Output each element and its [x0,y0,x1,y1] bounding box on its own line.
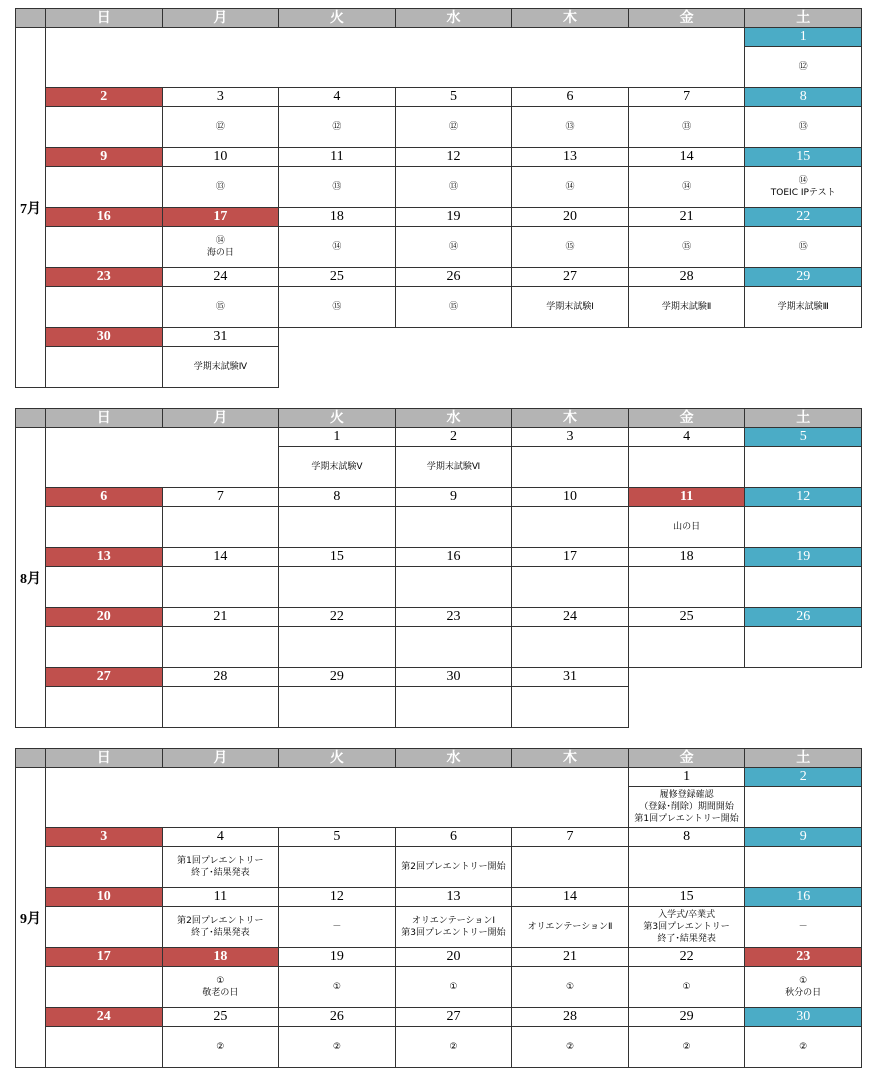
day-sat: 29 [745,268,862,287]
event-cell [46,107,163,148]
weekday-tue: 火 [279,9,396,28]
event-cell [395,507,512,548]
event-cell [745,447,862,488]
day-cell: 7 [628,88,745,107]
event-cell: ⑬ [395,167,512,208]
weekday-sat: 土 [745,9,862,28]
event-cell: ② [512,1027,629,1068]
day-cell: 25 [279,268,396,287]
event-cell: 入学式/卒業式 第3回プレエントリー 終了･結果発表 [628,907,745,948]
event-cell [279,507,396,548]
day-sat: 2 [745,768,862,787]
day-cell: 29 [628,1008,745,1027]
event-cell [279,847,396,888]
weekday-tue: 火 [279,749,396,768]
event-cell [162,567,279,608]
day-cell: 1 [279,428,396,447]
event-cell: オリエンテーションⅡ [512,907,629,948]
empty-cell [46,428,279,488]
day-cell: 30 [395,668,512,687]
empty-cell [46,768,629,828]
day-cell: 15 [279,548,396,567]
weekday-wed: 水 [395,749,512,768]
event-cell [628,627,745,668]
event-cell: ⑫ [745,47,862,88]
day-cell: 4 [279,88,396,107]
event-cell: ⑭ 海の日 [162,227,279,268]
event-cell [46,967,163,1008]
weekday-wed: 水 [395,9,512,28]
day-cell: 22 [628,948,745,967]
event-cell: ⑬ [745,107,862,148]
event-cell [46,847,163,888]
day-cell: 10 [512,488,629,507]
event-cell [512,567,629,608]
day-cell: 7 [512,828,629,847]
empty-cell [46,28,745,88]
weekday-mon: 月 [162,9,279,28]
day-sat: 26 [745,608,862,627]
day-cell: 20 [512,208,629,227]
event-cell [46,347,163,388]
day-cell: 29 [279,668,396,687]
day-sat: 15 [745,148,862,167]
event-cell: ⑬ [512,107,629,148]
day-cell: 18 [628,548,745,567]
empty-space [279,328,862,388]
weekday-sun: 日 [46,9,163,28]
event-cell [745,787,862,828]
header-corner [16,749,46,768]
day-cell: 15 [628,888,745,907]
weekday-wed: 水 [395,409,512,428]
day-sun: 23 [46,268,163,287]
day-sat: 5 [745,428,862,447]
event-cell [745,847,862,888]
day-sun: 24 [46,1008,163,1027]
event-cell: ⑮ [395,287,512,328]
event-cell: 学期末試験Ⅲ [745,287,862,328]
event-cell [279,627,396,668]
day-holiday: 18 [162,948,279,967]
event-cell: 山の日 [628,507,745,548]
event-cell [46,1027,163,1068]
event-cell [395,627,512,668]
weekday-thu: 木 [512,409,629,428]
weekday-fri: 金 [628,749,745,768]
event-cell: ② [162,1027,279,1068]
day-cell: 28 [162,668,279,687]
day-cell: 8 [279,488,396,507]
event-cell [512,507,629,548]
event-cell: ⑬ [162,167,279,208]
event-cell: ⑮ [628,227,745,268]
weekday-sat: 土 [745,749,862,768]
event-cell [628,447,745,488]
event-cell [46,627,163,668]
event-cell [512,847,629,888]
event-cell: 第1回プレエントリー 終了･結果発表 [162,847,279,888]
day-cell: 8 [628,828,745,847]
month-label: 7月 [16,28,46,388]
weekday-fri: 金 [628,409,745,428]
day-cell: 13 [512,148,629,167]
event-cell: ① [628,967,745,1008]
day-cell: 21 [162,608,279,627]
event-cell: ⑭ TOEIC IPテスト [745,167,862,208]
event-cell [46,167,163,208]
day-sat: 19 [745,548,862,567]
day-sat: 1 [745,28,862,47]
event-cell [46,287,163,328]
event-cell [46,687,163,728]
day-sat: 12 [745,488,862,507]
event-cell: 第2回プレエントリー 終了･結果発表 [162,907,279,948]
event-cell: ② [745,1027,862,1068]
day-cell: 24 [512,608,629,627]
event-cell: 学期末試験Ⅱ [628,287,745,328]
event-cell: － [745,907,862,948]
weekday-header [16,749,862,768]
day-cell: 5 [279,828,396,847]
event-cell [46,907,163,948]
day-cell: 28 [512,1008,629,1027]
event-cell [745,627,862,668]
day-sun: 13 [46,548,163,567]
event-cell [512,447,629,488]
day-cell: 31 [162,328,279,347]
day-cell: 4 [162,828,279,847]
weekday-mon: 月 [162,749,279,768]
day-cell: 24 [162,268,279,287]
day-cell: 5 [395,88,512,107]
day-sun: 30 [46,328,163,347]
day-sat: 22 [745,208,862,227]
day-cell: 2 [395,428,512,447]
day-holiday: 11 [628,488,745,507]
event-cell [512,687,629,728]
day-cell: 3 [512,428,629,447]
day-cell: 9 [395,488,512,507]
event-cell: ⑮ [279,287,396,328]
weekday-thu: 木 [512,749,629,768]
day-sun: 2 [46,88,163,107]
event-cell: ② [628,1027,745,1068]
day-sun: 9 [46,148,163,167]
day-sun: 10 [46,888,163,907]
event-cell: ⑫ [162,107,279,148]
event-cell [279,567,396,608]
day-cell: 1 [628,768,745,787]
event-cell [745,507,862,548]
day-sun: 20 [46,608,163,627]
weekday-sun: 日 [46,749,163,768]
day-cell: 18 [279,208,396,227]
day-sun: 6 [46,488,163,507]
event-cell [162,627,279,668]
day-sun: 3 [46,828,163,847]
day-cell: 14 [162,548,279,567]
event-cell [46,567,163,608]
event-cell: ① 秋分の日 [745,967,862,1008]
month-label: 9月 [16,768,46,1068]
day-cell: 21 [512,948,629,967]
day-holiday: 23 [745,948,862,967]
header-corner [16,9,46,28]
day-cell: 11 [162,888,279,907]
day-sun: 16 [46,208,163,227]
weekday-fri: 金 [628,9,745,28]
day-cell: 28 [628,268,745,287]
event-cell: 学期末試験Ⅵ [395,447,512,488]
event-cell: ⑭ [512,167,629,208]
event-cell: ① [279,967,396,1008]
event-cell: ⑫ [279,107,396,148]
event-cell: ① [395,967,512,1008]
day-cell: 6 [395,828,512,847]
day-cell: 16 [395,548,512,567]
day-cell: 22 [279,608,396,627]
day-cell: 11 [279,148,396,167]
event-cell: ⑮ [512,227,629,268]
day-cell: 14 [628,148,745,167]
day-cell: 12 [395,148,512,167]
month-label: 8月 [16,428,46,728]
day-cell: 25 [628,608,745,627]
day-cell: 26 [279,1008,396,1027]
event-cell [745,567,862,608]
event-cell: 学期末試験Ⅳ [162,347,279,388]
day-cell: 14 [512,888,629,907]
header-corner [16,409,46,428]
day-cell: 20 [395,948,512,967]
day-sat: 9 [745,828,862,847]
day-holiday: 17 [162,208,279,227]
event-cell: ⑬ [628,107,745,148]
event-cell: ① [512,967,629,1008]
day-sat: 8 [745,88,862,107]
day-cell: 10 [162,148,279,167]
event-cell: ② [279,1027,396,1068]
event-cell: 履修登録確認 （登録･削除）期間開始 第1回プレエントリー開始 [628,787,745,828]
event-cell [628,567,745,608]
weekday-header [16,9,862,28]
event-cell: ⑭ [395,227,512,268]
weekday-header [16,409,862,428]
event-cell: ① 敬老の日 [162,967,279,1008]
event-cell [162,507,279,548]
event-cell: オリエンテーションⅠ 第3回プレエントリー開始 [395,907,512,948]
event-cell [279,687,396,728]
event-cell: － [279,907,396,948]
event-cell: 学期末試験Ⅴ [279,447,396,488]
event-cell [162,687,279,728]
day-cell: 17 [512,548,629,567]
event-cell [512,627,629,668]
event-cell: ⑭ [628,167,745,208]
day-sun: 17 [46,948,163,967]
weekday-tue: 火 [279,409,396,428]
event-cell [46,507,163,548]
empty-space [628,668,861,728]
event-cell [46,227,163,268]
day-cell: 23 [395,608,512,627]
calendar-august [15,408,862,728]
event-cell: 学期末試験Ⅰ [512,287,629,328]
day-sun: 27 [46,668,163,687]
day-cell: 12 [279,888,396,907]
weekday-mon: 月 [162,409,279,428]
event-cell: ⑭ [279,227,396,268]
day-cell: 19 [395,208,512,227]
day-cell: 26 [395,268,512,287]
weekday-sat: 土 [745,409,862,428]
event-cell: ⑮ [162,287,279,328]
day-cell: 4 [628,428,745,447]
event-cell [395,687,512,728]
weekday-thu: 木 [512,9,629,28]
day-cell: 3 [162,88,279,107]
event-cell: ⑬ [279,167,396,208]
event-cell: 第2回プレエントリー開始 [395,847,512,888]
day-sat: 30 [745,1008,862,1027]
day-cell: 7 [162,488,279,507]
event-cell: ⑮ [745,227,862,268]
day-cell: 19 [279,948,396,967]
calendar-september [15,748,862,1068]
day-sat: 16 [745,888,862,907]
day-cell: 6 [512,88,629,107]
event-cell [628,847,745,888]
day-cell: 27 [395,1008,512,1027]
day-cell: 27 [512,268,629,287]
day-cell: 31 [512,668,629,687]
day-cell: 21 [628,208,745,227]
weekday-sun: 日 [46,409,163,428]
calendar-july [15,8,862,388]
day-cell: 13 [395,888,512,907]
event-cell [395,567,512,608]
event-cell: ② [395,1027,512,1068]
event-cell: ⑫ [395,107,512,148]
day-cell: 25 [162,1008,279,1027]
